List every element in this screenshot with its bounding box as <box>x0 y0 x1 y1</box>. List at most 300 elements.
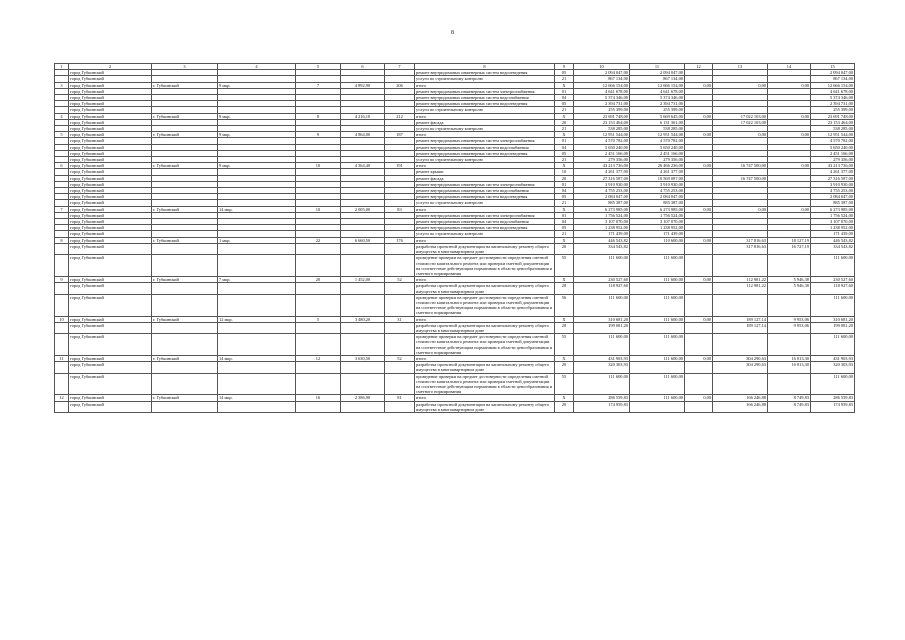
column-header: 14 <box>768 64 811 70</box>
table-cell <box>296 294 341 316</box>
table-cell: ремонт внутридомовых инженерных систем водоотведения <box>415 225 555 231</box>
table-cell: ремонт внутридомовых инженерных систем водоснабжения <box>415 95 555 101</box>
table-cell <box>55 243 69 254</box>
table-cell: 199 081,20 <box>811 322 855 333</box>
table-cell: 43 213 736,00 <box>811 163 855 169</box>
table-cell: 9 953,06 <box>768 316 811 322</box>
table-cell: 10 <box>296 206 341 212</box>
table-cell: город Губкинский <box>69 113 152 119</box>
table-cell: г. Губкинский <box>152 355 218 361</box>
table-cell: 12 666 154,00 <box>630 82 685 88</box>
table-cell <box>341 243 385 254</box>
table-cell <box>385 322 415 333</box>
table-cell <box>218 243 296 254</box>
table-cell: 171 439,00 <box>630 231 685 237</box>
table-cell: 5 946,38 <box>768 283 811 294</box>
table-cell: город Губкинский <box>69 82 152 88</box>
table-cell <box>55 294 69 316</box>
table-cell: 187 <box>385 132 415 138</box>
table-cell: г. Губкинский <box>152 206 218 212</box>
table-cell <box>685 401 713 412</box>
table-cell <box>341 362 385 373</box>
column-header: 11 <box>630 64 685 70</box>
table-cell: город Губкинский <box>69 175 152 181</box>
table-cell: город Губкинский <box>69 70 152 76</box>
table-cell: город Губкинский <box>69 150 152 156</box>
table-cell: 31 <box>385 316 415 322</box>
table-cell: 191 <box>385 163 415 169</box>
table-cell <box>685 283 713 294</box>
table-cell: итого <box>415 113 555 119</box>
table-cell: 9 мкр. <box>218 163 296 169</box>
table-cell: 230 527,60 <box>574 277 630 283</box>
column-header: 15 <box>811 64 855 70</box>
table-cell: г. Губкинский <box>152 132 218 138</box>
table-cell: 0,00 <box>768 206 811 212</box>
table-cell: ремонт внутридомовых инженерных систем водоотведения <box>415 194 555 200</box>
table-cell: г. Губкинский <box>152 82 218 88</box>
table-cell: 5 374 346,00 <box>630 95 685 101</box>
table-cell: 5 374 346,00 <box>811 95 855 101</box>
table-cell <box>685 373 713 395</box>
table-cell: 3 107 070,00 <box>630 219 685 225</box>
table-cell: 5 669 645,00 <box>630 113 685 119</box>
table-cell <box>630 243 685 254</box>
table-cell: 23 153 464,00 <box>811 119 855 125</box>
table-cell <box>218 401 296 412</box>
table-cell: город Губкинский <box>69 231 152 237</box>
table-cell: 21 <box>555 157 574 163</box>
table-cell: 3 480,20 <box>341 316 385 322</box>
table-cell: город Губкинский <box>69 194 152 200</box>
table-cell: 12 666 154,00 <box>574 82 630 88</box>
table-cell: г. Губкинский <box>152 316 218 322</box>
table-cell: 6 131 361,00 <box>630 119 685 125</box>
table-cell: 4 570 782,00 <box>574 138 630 144</box>
table-cell <box>341 373 385 395</box>
table-cell: 2 394 731,00 <box>811 101 855 107</box>
table-cell <box>713 294 768 316</box>
table-cell: 6 <box>55 163 69 169</box>
table-cell: 2 094 047,00 <box>574 70 630 76</box>
table-cell: X <box>555 237 574 243</box>
table-cell: X <box>555 395 574 401</box>
table-cell <box>218 283 296 294</box>
table-cell: 279 356,00 <box>630 157 685 163</box>
table-cell: 0,00 <box>685 132 713 138</box>
table-cell: 0,00 <box>685 316 713 322</box>
table-cell: г. Губкинский <box>152 237 218 243</box>
table-cell <box>385 283 415 294</box>
table-cell <box>152 322 218 333</box>
table-cell: 2 451 166,00 <box>811 150 855 156</box>
table-cell: 5 946,38 <box>768 277 811 283</box>
table-cell: 4 755 253,00 <box>574 188 630 194</box>
table-cell: итого <box>415 132 555 138</box>
table-cell: 4 364,40 <box>341 163 385 169</box>
table-cell: 20 <box>555 243 574 254</box>
column-header: 1 <box>55 64 69 70</box>
table-cell: проведение проверки на предмет достоверности определения сметной стоимости капитального ремонта или проверки сметной документации на соответствие действующим нормативам в области ценообразования и сметного нормирования <box>415 255 555 277</box>
table-cell: 17 022 103,00 <box>713 119 768 125</box>
table-cell: 118 927,60 <box>811 283 855 294</box>
table-cell: 5 650 240,00 <box>630 144 685 150</box>
table-cell: 20 <box>555 175 574 181</box>
table-cell <box>296 255 341 277</box>
table-cell: 110 600,00 <box>630 237 685 243</box>
table-cell: 111 600,00 <box>630 294 685 316</box>
table-cell: 279 356,00 <box>811 157 855 163</box>
table-cell <box>685 294 713 316</box>
table-cell: 0,00 <box>685 277 713 283</box>
table-cell <box>713 334 768 356</box>
table-cell: 334 543,82 <box>811 243 855 254</box>
table-cell: 01 <box>555 88 574 94</box>
table-cell: 885 387,00 <box>811 200 855 206</box>
table-cell: 320 303,93 <box>811 362 855 373</box>
table-cell: город Губкинский <box>69 395 152 401</box>
table-cell: 27 316 587,00 <box>811 175 855 181</box>
table-cell <box>685 243 713 254</box>
table-cell: 9 <box>55 277 69 283</box>
table-cell: 111 600,00 <box>630 316 685 322</box>
column-header: 2 <box>69 64 152 70</box>
table-cell: 538 285,00 <box>811 126 855 132</box>
table-cell <box>341 255 385 277</box>
table-cell: 1 452,00 <box>341 277 385 283</box>
table-cell: услуги по строительному контролю <box>415 107 555 113</box>
table-cell <box>768 294 811 316</box>
table-cell: 6 273 985,00 <box>811 206 855 212</box>
table-cell <box>152 294 218 316</box>
table-cell: 111 600,00 <box>630 373 685 395</box>
table-cell: 166 246,88 <box>713 401 768 412</box>
table-cell: 1 756 524,00 <box>574 212 630 218</box>
table-cell: итого <box>415 163 555 169</box>
table-cell <box>385 294 415 316</box>
table-cell <box>341 283 385 294</box>
table-cell: 20 <box>555 401 574 412</box>
table-cell <box>768 373 811 395</box>
table-cell: X <box>555 277 574 283</box>
table-cell: 0,00 <box>685 113 713 119</box>
table-cell: 0,00 <box>713 82 768 88</box>
table-cell: 01 <box>555 212 574 218</box>
table-cell: 111 600,00 <box>811 255 855 277</box>
table-cell <box>152 373 218 395</box>
table-cell <box>296 334 341 356</box>
table-cell: 05 <box>555 70 574 76</box>
column-header: 4 <box>218 64 296 70</box>
table-cell: 10 569 087,00 <box>630 175 685 181</box>
table-cell: город Губкинский <box>69 355 152 361</box>
table-cell: X <box>555 132 574 138</box>
table-cell: услуги по строительному контролю <box>415 126 555 132</box>
table-cell: 10 <box>555 169 574 175</box>
table-cell <box>385 373 415 395</box>
table-cell: 04 <box>555 144 574 150</box>
table-cell: 12 951 544,00 <box>630 132 685 138</box>
table-cell: 171 439,00 <box>574 231 630 237</box>
table-cell: 1 238 952,00 <box>574 225 630 231</box>
table-cell: 255 399,00 <box>574 107 630 113</box>
table-cell: 2 084 047,00 <box>630 194 685 200</box>
table-row <box>55 322 855 333</box>
table-cell: город Губкинский <box>69 95 152 101</box>
table-cell: 111 600,00 <box>630 355 685 361</box>
table-cell: проведение проверки на предмет достоверности определения сметной стоимости капитального ремонта или проверки сметной документации на соответствие действующим нормативам в области ценообразования и сметного нормирования <box>415 334 555 356</box>
table-cell: разработка проектной документации на капитальному ремонту общего имущества в многоквартирном доме <box>415 283 555 294</box>
table-cell <box>55 334 69 356</box>
table-cell: 1 756 524,00 <box>630 212 685 218</box>
table-cell: 23 691 748,00 <box>574 113 630 119</box>
table-cell: 21 <box>555 107 574 113</box>
column-header: 13 <box>713 64 768 70</box>
table-cell: 0,00 <box>713 132 768 138</box>
table-cell: 27 316 587,00 <box>574 175 630 181</box>
table-cell: 04 <box>555 95 574 101</box>
table-cell: город Губкинский <box>69 294 152 316</box>
table-row <box>55 334 855 356</box>
table-cell: город Губкинский <box>69 212 152 218</box>
table-cell: 2 094 047,00 <box>811 70 855 76</box>
table-cell: 52 <box>385 355 415 361</box>
table-cell: город Губкинский <box>69 138 152 144</box>
table-cell: 0,00 <box>685 237 713 243</box>
table-cell: 111 600,00 <box>630 395 685 401</box>
table-cell <box>341 401 385 412</box>
table-cell: услуги по строительному контролю <box>415 76 555 82</box>
table-cell: 286 559,83 <box>811 395 855 401</box>
table-cell: 01 <box>555 181 574 187</box>
table-cell: 1 238 952,00 <box>811 225 855 231</box>
table-cell: 1 238 952,00 <box>630 225 685 231</box>
table-cell: 17 022 103,00 <box>713 113 768 119</box>
table-cell: 12 666 154,00 <box>811 82 855 88</box>
capital-repair-table <box>54 63 855 413</box>
table-cell: 26 466 236,00 <box>630 163 685 169</box>
table-cell: проведение проверки на предмет достоверности определения сметной стоимости капитального ремонта или проверки сметной документации на соответствие действующим нормативам в области ценообразования и сметного нормирования <box>415 373 555 395</box>
table-cell <box>341 334 385 356</box>
table-cell <box>152 243 218 254</box>
table-cell: 16 727,19 <box>768 243 811 254</box>
table-cell <box>152 362 218 373</box>
table-cell: 317 816,63 <box>713 243 768 254</box>
column-header: 8 <box>415 64 555 70</box>
table-cell <box>385 334 415 356</box>
table-cell: 2 394 731,00 <box>574 101 630 107</box>
table-cell: ремонт внутридомовых инженерных систем водоотведения <box>415 70 555 76</box>
table-cell: 7 мкр. <box>218 277 296 283</box>
table-cell: 111 600,00 <box>630 255 685 277</box>
table-cell: 52 <box>385 277 415 283</box>
table-cell <box>152 334 218 356</box>
table-cell: 3 910 930,00 <box>574 181 630 187</box>
table-cell: 4 641 678,00 <box>574 88 630 94</box>
table-cell: итого <box>415 316 555 322</box>
table-cell: 2 084 047,00 <box>811 194 855 200</box>
table-cell: 9 мкр. <box>218 113 296 119</box>
table-cell: 885 387,00 <box>630 200 685 206</box>
table-cell: 538 285,00 <box>630 126 685 132</box>
table-cell: 0,00 <box>768 113 811 119</box>
table-cell <box>385 255 415 277</box>
table-cell: 05 <box>555 225 574 231</box>
table-cell: 14 мкр. <box>218 395 296 401</box>
table-cell: 2 386,90 <box>341 395 385 401</box>
table-cell: разработка проектной документации на капитальному ремонту общего имущества в многоквартирном доме <box>415 322 555 333</box>
table-cell: 8 <box>55 237 69 243</box>
table-cell: 16 747 500,00 <box>713 175 768 181</box>
table-cell: 867 134,00 <box>811 76 855 82</box>
table-cell: 112 981,22 <box>713 283 768 294</box>
table-cell: город Губкинский <box>69 277 152 283</box>
column-header: 7 <box>385 64 415 70</box>
column-header: 9 <box>555 64 574 70</box>
table-cell: 1 мкр. <box>218 237 296 243</box>
table-cell: 2 394 731,00 <box>630 101 685 107</box>
table-cell: 310 681,20 <box>574 316 630 322</box>
table-cell <box>218 362 296 373</box>
table-cell: город Губкинский <box>69 334 152 356</box>
table-cell: 111 600,00 <box>811 373 855 395</box>
table-cell: X <box>555 316 574 322</box>
table-cell: ремонт крыши <box>415 169 555 175</box>
table-cell: 12 мкр. <box>218 316 296 322</box>
table-cell: ремонт внутридомовых инженерных систем электроснабжения <box>415 88 555 94</box>
table-cell: 2 005,00 <box>341 206 385 212</box>
table-cell: 230 527,60 <box>811 277 855 283</box>
table-cell: город Губкинский <box>69 169 152 175</box>
table-cell <box>296 373 341 395</box>
table-cell: услуги по строительному контролю <box>415 157 555 163</box>
table-cell: 8 749,83 <box>768 401 811 412</box>
table-cell: город Губкинский <box>69 163 152 169</box>
table-cell <box>218 255 296 277</box>
table-cell: г. Губкинский <box>152 163 218 169</box>
table-cell: 11 <box>55 355 69 361</box>
table-cell: город Губкинский <box>69 225 152 231</box>
table-cell: 0,00 <box>685 206 713 212</box>
table-cell: город Губкинский <box>69 255 152 277</box>
table-cell <box>296 362 341 373</box>
table-cell <box>218 294 296 316</box>
table-cell: 5 374 346,00 <box>574 95 630 101</box>
table-cell: 3 107 070,00 <box>811 219 855 225</box>
table-cell: город Губкинский <box>69 188 152 194</box>
table-cell: 5 650 240,00 <box>811 144 855 150</box>
table-cell: ремонт внутридомовых инженерных систем водоснабжения <box>415 144 555 150</box>
table-cell: 01 <box>555 138 574 144</box>
table-cell <box>768 255 811 277</box>
table-cell: 4 641 678,00 <box>811 88 855 94</box>
table-cell: 2 084 047,00 <box>574 194 630 200</box>
table-cell: 111 600,00 <box>574 255 630 277</box>
table-cell: город Губкинский <box>69 144 152 150</box>
table-cell: 5 <box>55 132 69 138</box>
table-cell: 255 399,00 <box>811 107 855 113</box>
table-cell: проведение проверки на предмет достоверности определения сметной стоимости капитального ремонта или проверки сметной документации на соответствие действующим нормативам в области ценообразования и сметного нормирования <box>415 294 555 316</box>
table-cell <box>768 334 811 356</box>
table-cell <box>296 322 341 333</box>
table-cell: 431 903,93 <box>574 355 630 361</box>
table-cell: 21 <box>555 231 574 237</box>
table-cell: 304 290,63 <box>713 355 768 361</box>
table-cell: 310 681,20 <box>811 316 855 322</box>
table-cell: 111 600,00 <box>630 334 685 356</box>
table-cell: 4 216,10 <box>341 113 385 119</box>
table-row <box>55 283 855 294</box>
table-cell: 885 387,00 <box>574 200 630 206</box>
table-cell: 9 <box>296 132 341 138</box>
page-number: 8 <box>451 30 454 36</box>
table-cell: 12 951 544,00 <box>811 132 855 138</box>
table-cell: итого <box>415 395 555 401</box>
table-cell <box>685 322 713 333</box>
table-cell: 16 <box>296 395 341 401</box>
table-cell: 2 094 047,00 <box>630 70 685 76</box>
column-header: 12 <box>685 64 713 70</box>
table-cell: 4 <box>55 113 69 119</box>
table-cell: 12 <box>296 355 341 361</box>
table-cell: город Губкинский <box>69 219 152 225</box>
table-cell <box>685 255 713 277</box>
table-cell: 4 570 782,00 <box>811 138 855 144</box>
table-cell: 0,00 <box>768 82 811 88</box>
table-cell <box>55 255 69 277</box>
table-cell: 5 <box>296 316 341 322</box>
table-cell <box>152 401 218 412</box>
table-cell: 56 <box>555 294 574 316</box>
table-cell: 7 <box>55 206 69 212</box>
table-cell: 111 600,00 <box>630 277 685 283</box>
table-cell: город Губкинский <box>69 101 152 107</box>
table-cell <box>685 334 713 356</box>
table-cell: 0,00 <box>713 206 768 212</box>
table-cell: 212 <box>385 113 415 119</box>
table-row <box>55 294 855 316</box>
table-cell <box>152 283 218 294</box>
table-cell: 111 600,00 <box>574 334 630 356</box>
table-cell <box>296 401 341 412</box>
table-cell: город Губкинский <box>69 76 152 82</box>
table-cell: 4 864,00 <box>341 132 385 138</box>
table-cell: ремонт внутридомовых инженерных систем электроснабжения <box>415 138 555 144</box>
table-cell: итого <box>415 206 555 212</box>
table-cell: город Губкинский <box>69 206 152 212</box>
table-cell: итого <box>415 355 555 361</box>
table-cell <box>713 373 768 395</box>
table-cell: услуги по строительному контролю <box>415 231 555 237</box>
table-cell: 166 246,88 <box>713 395 768 401</box>
table-cell: 4 892,90 <box>341 82 385 88</box>
table-cell: г. Губкинский <box>152 277 218 283</box>
table-cell <box>296 283 341 294</box>
table-cell: ремонт внутридомовых инженерных систем электроснабжения <box>415 181 555 187</box>
table-cell: 05 <box>555 150 574 156</box>
table-cell: город Губкинский <box>69 119 152 125</box>
table-cell: город Губкинский <box>69 322 152 333</box>
table-cell: 189 127,14 <box>713 322 768 333</box>
table-cell <box>630 283 685 294</box>
column-header: 6 <box>341 64 385 70</box>
table-cell: 111 600,00 <box>574 373 630 395</box>
table-cell: 20 <box>555 283 574 294</box>
table-cell: 4 261 377,00 <box>630 169 685 175</box>
table-cell: 317 816,63 <box>713 237 768 243</box>
table-cell <box>55 283 69 294</box>
table-cell <box>218 322 296 333</box>
